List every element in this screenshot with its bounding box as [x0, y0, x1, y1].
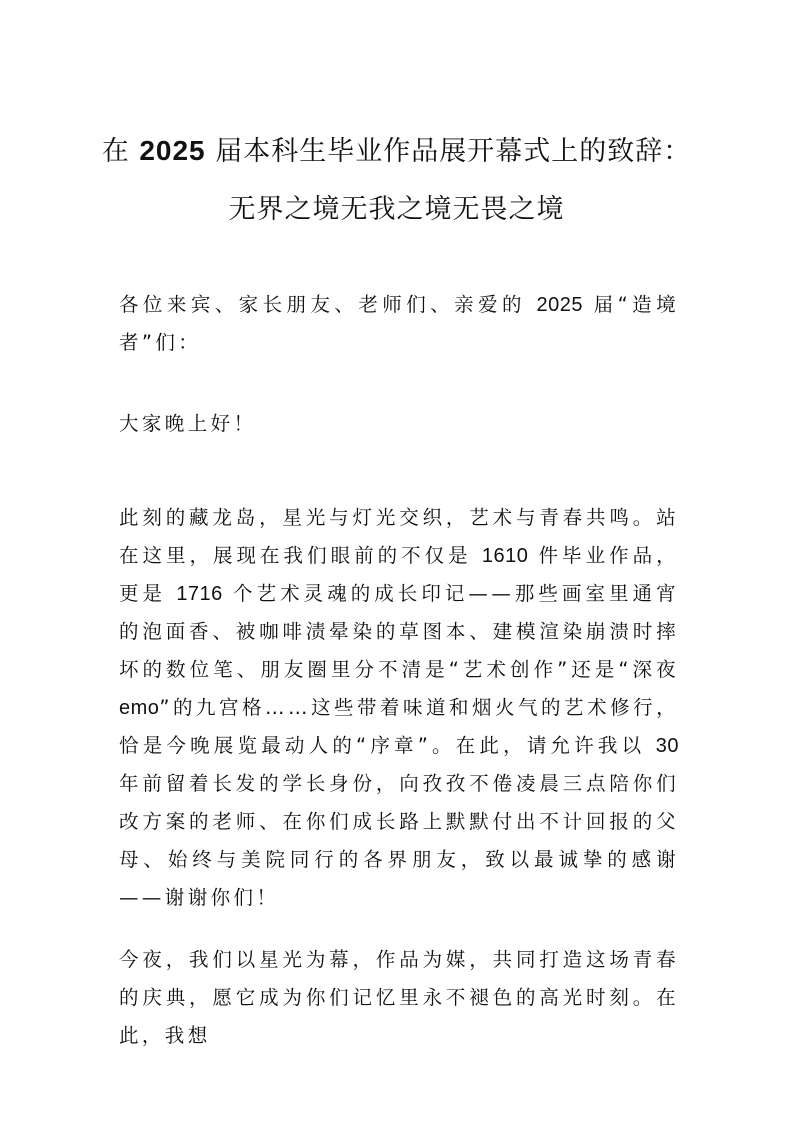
text-segment: 各位来宾、家长朋友、老师们、亲爱的: [119, 293, 537, 316]
text-segment: 此刻的藏龙岛，星光与灯光交织，艺术与青春共鸣。站在这里，展现在我们眼前的不仅是: [119, 506, 679, 567]
emo-word: emo: [119, 697, 160, 719]
text-segment: 件毕业作品，更是: [119, 544, 679, 605]
title-text-part1: 在: [101, 136, 140, 167]
souls-count: 1716: [176, 583, 223, 605]
paragraph-body: [119, 941, 679, 1055]
text-segment: 今夜，我们以星光为幕，作品为媒，共同打造这场青春的庆典，愿它成为你们记忆里永不褪色的高光时刻。在此，我想: [119, 948, 679, 1047]
paragraph-body: [119, 499, 679, 917]
years-number: 30: [655, 735, 679, 757]
title-year: 2025: [139, 135, 206, 166]
paragraph-greeting: [119, 405, 679, 443]
text-segment: ”的九宫格……这些带着味道和烟火气的艺术修行，恰是今晚展览最动人的“序章”。在此，请允许我以: [119, 696, 679, 757]
works-count: 1610: [481, 545, 529, 567]
text-segment: 大家晚上好！: [119, 412, 257, 435]
text-segment: 个艺术灵魂的成长印记——那些画室里通宵的泡面香、被咖啡渍晕染的草图本、建模渲染崩溃时摔坏的数位笔、朋友圈里分不清是“艺术创作”还是“深夜: [119, 582, 679, 681]
title-text-part2: 届本科生毕业作品展开幕式上的致辞：无界之境无我之境无畏之境: [205, 136, 692, 225]
year-number: 2025: [536, 294, 584, 316]
document-title: [100, 122, 693, 239]
text-segment: 届“造境者”们：: [119, 293, 679, 354]
paragraph-salutation: [119, 286, 679, 362]
text-segment: 年前留着长发的学长身份，向孜孜不倦凌晨三点陪你们改方案的老师、在你们成长路上默默付出不计回报的父母、始终与美院同行的各界朋友，致以最诚挚的感谢——谢谢你们！: [119, 772, 679, 909]
